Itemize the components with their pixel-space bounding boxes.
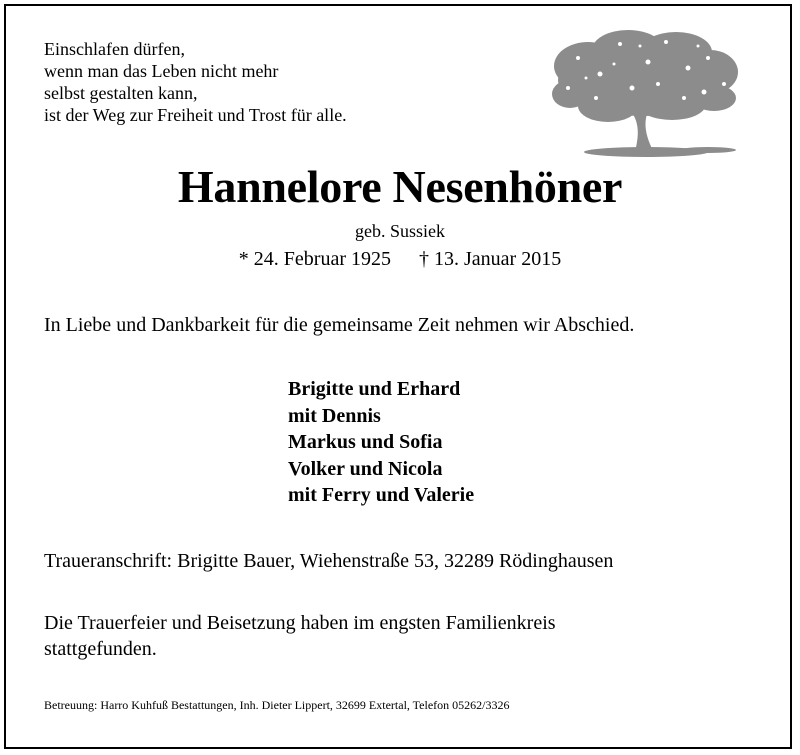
- tree-icon: [548, 28, 740, 158]
- family-member: Brigitte und Erhard: [288, 378, 461, 400]
- death-date: † 13. Januar 2015: [419, 248, 562, 270]
- poem-line: Einschlafen dürfen,: [44, 39, 185, 59]
- poem-line: ist der Weg zur Freiheit und Trost für alle.: [44, 105, 347, 125]
- family-list: [288, 376, 474, 509]
- life-dates: [0, 247, 800, 271]
- mourning-address: Traueranschrift: Brigitte Bauer, Wiehenstraße 53, 32289 Rödinghausen: [44, 550, 614, 572]
- poem: [44, 38, 347, 126]
- poem-line: selbst gestalten kann,: [44, 83, 198, 103]
- family-member: mit Ferry und Valerie: [288, 484, 475, 506]
- deceased-name: Hannelore Nesenhöner: [177, 161, 623, 212]
- ceremony-line: stattgefunden.: [44, 638, 157, 660]
- birth-name: geb. Sussiek: [355, 221, 445, 241]
- family-member: Volker und Nicola: [288, 457, 443, 480]
- funeral-home-footer: Betreuung: Harro Kuhfuß Bestattungen, Inh. Dieter Lippert, 32699 Extertal, Telefon 05262/3326: [44, 698, 510, 712]
- farewell-text: In Liebe und Dankbarkeit für die gemeinsame Zeit nehmen wir Abschied.: [44, 314, 635, 336]
- birth-date: * 24. Februar 1925: [238, 248, 391, 270]
- family-member: Markus und Sofia: [288, 431, 443, 453]
- ceremony-line: Die Trauerfeier und Beisetzung haben im engsten Familienkreis: [44, 612, 556, 634]
- family-member: mit Dennis: [288, 404, 381, 427]
- ceremony-note: [44, 610, 556, 662]
- poem-line: wenn man das Leben nicht mehr: [44, 61, 279, 81]
